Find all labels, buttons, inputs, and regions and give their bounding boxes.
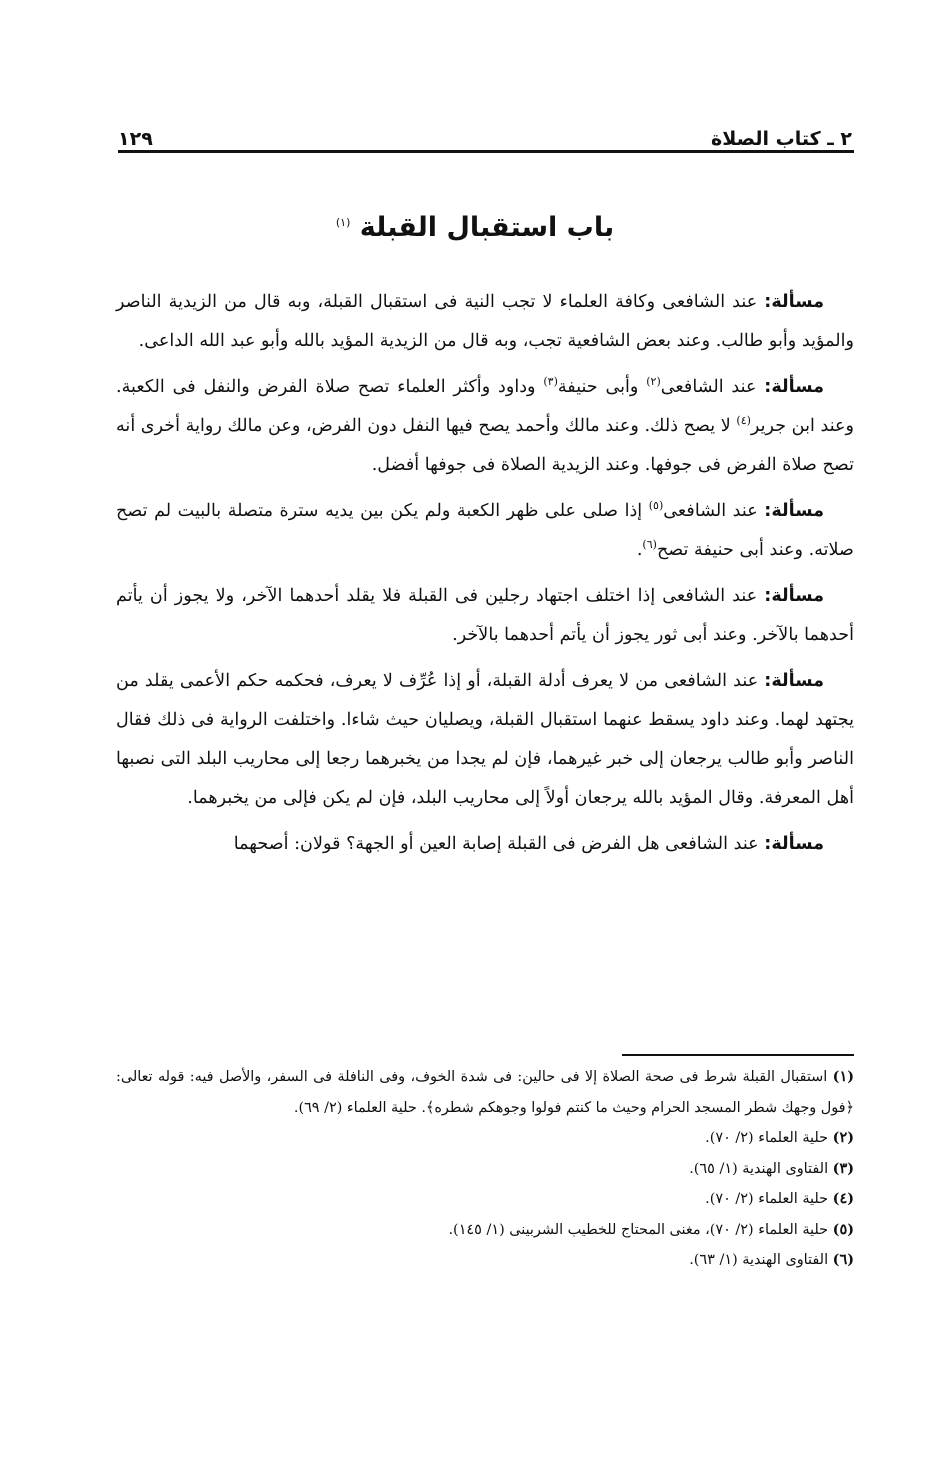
footnote-ref: (٦)	[642, 538, 657, 552]
footnote-number: (٤)	[832, 1190, 854, 1207]
mas-ala-paragraph	[116, 492, 854, 570]
footnote-text: حلية العلماء (٢/ ٧٠).	[705, 1130, 829, 1146]
paragraph-text: وداود وأكثر العلماء تصح صلاة الفرض والنفل فى الكعبة. وعند ابن جرير	[116, 377, 854, 436]
mas-ala-paragraph	[116, 283, 854, 361]
footnote-number: (١)	[832, 1068, 854, 1085]
running-header	[118, 114, 852, 150]
paragraph-text: لا يصح ذلك. وعند مالك وأحمد يصح فيها النفل دون الفرض، وعن مالك رواية أخرى أنه تصح صلاة الفرض فى جوفها. وعند الزيدية الصلاة فى جوفها أفضل.	[116, 416, 854, 475]
footnote-item	[116, 1123, 854, 1154]
paragraph-text: وأبى حنيفة	[557, 377, 647, 397]
header-rule	[118, 150, 854, 153]
footnote-number: (٣)	[832, 1159, 854, 1177]
paragraph-text: عند الشافعى	[660, 377, 765, 397]
footnote-text: الفتاوى الهندية (١/ ٦٣).	[689, 1252, 829, 1268]
footnote-rule	[622, 1054, 854, 1056]
paragraph-text: عند الشافعى وكافة العلماء لا تجب النية فى استقبال القبلة، وبه قال من الزيدية الناصر والمؤيد وأبو طالب. وعند بعض الشافعية تجب، وبه قال من الزيدية المؤيد بالله وأبو عبد الله الداعى.	[116, 292, 854, 351]
mas-ala-label: مسألة:	[764, 292, 824, 312]
footnote-text: استقبال القبلة شرط فى صحة الصلاة إلا فى حالين: فى شدة الخوف، وفى النافلة فى السفر، والأصل فيه: قوله تعالى: ﴿فول وجهك شطر المسجد الحرام وحيث ما كنتم فولوا وجوهكم شطره﴾. حلية العلماء (٢/ ٦٩).	[116, 1069, 854, 1116]
footnote-number: (٢)	[832, 1129, 854, 1146]
footnote-item	[116, 1184, 854, 1215]
mas-ala-paragraph	[116, 825, 854, 864]
mas-ala-label: مسألة:	[764, 834, 824, 854]
mas-ala-label: مسألة:	[764, 501, 824, 521]
footnote-ref: (٢)	[646, 375, 661, 389]
chapter-title-block	[100, 212, 850, 243]
footnote-text: الفتاوى الهندية (١/ ٦٥).	[689, 1160, 829, 1177]
paragraph-text: عند الشافعى من لا يعرف أدلة القبلة، أو إذا عُرِّف لا يعرف، فحكمه حكم الأعمى يقلد من يجتهد لهما. وعند داود يسقط عنهما استقبال القبلة، ويصليان حيث شاءا. واختلفت الرواية فى ذلك فقال الناصر وأبو طالب يرجعان إلى خبر غيرهما، فإن لم يجدا من يخبرهما رجعا إلى محاريب البلد التى نصبها أهل المعرفة. وقال المؤيد بالله يرجعان أولاً إلى محاريب البلد، فإن لم يكن فإلى من يخبرهما.	[116, 671, 854, 808]
footnote-item	[116, 1062, 854, 1123]
chapter-header: ٢ ـ كتاب الصلاة	[711, 128, 852, 150]
footnote-text: حلية العلماء (٢/ ٧٠).	[705, 1191, 829, 1207]
paragraph-text: عند الشافعى هل الفرض فى القبلة إصابة العين أو الجهة؟ قولان: أصحهما	[233, 834, 765, 854]
footnote-ref: (٣)	[543, 375, 558, 389]
paragraph-text: .	[636, 540, 643, 560]
footnotes	[116, 1062, 854, 1276]
page-number: ١٢٩	[118, 128, 153, 150]
footnote-ref: (٤)	[736, 414, 751, 428]
footnote-ref: (٥)	[648, 499, 664, 513]
footnote-item	[116, 1154, 854, 1185]
mas-ala-paragraph	[116, 662, 854, 818]
footnote-item	[116, 1215, 854, 1246]
paragraph-text: عند الشافعى إذا اختلف اجتهاد رجلين فى القبلة فلا يقلد أحدهما الآخر، ولا يجوز أن يأتم أحدهما بالآخر. وعند أبى ثور يجوز أن يأتم أحدهما بالآخر.	[116, 586, 854, 645]
footnote-number: (٦)	[832, 1251, 854, 1268]
mas-ala-label: مسألة:	[764, 671, 824, 691]
mas-ala-paragraph	[116, 368, 854, 485]
mas-ala-label: مسألة:	[764, 586, 824, 606]
mas-ala-paragraph	[116, 577, 854, 655]
paragraph-text: إذا صلى على ظهر الكعبة ولم يكن بين يديه سترة متصلة بالبيت لم تصح صلاته. وعند أبى حنيفة تصح	[116, 501, 854, 560]
footnote-number: (٥)	[832, 1220, 854, 1238]
paragraph-text: عند الشافعى	[663, 501, 765, 521]
mas-ala-label: مسألة:	[764, 377, 824, 397]
body-text	[116, 283, 854, 871]
footnote-item	[116, 1245, 854, 1276]
footnote-text: حلية العلماء (٢/ ٧٠)، مغنى المحتاج للخطيب الشربينى (١/ ١٤٥).	[448, 1221, 829, 1238]
chapter-title: باب استقبال القبلة	[359, 212, 615, 243]
chapter-title-note: (١)	[335, 216, 351, 229]
